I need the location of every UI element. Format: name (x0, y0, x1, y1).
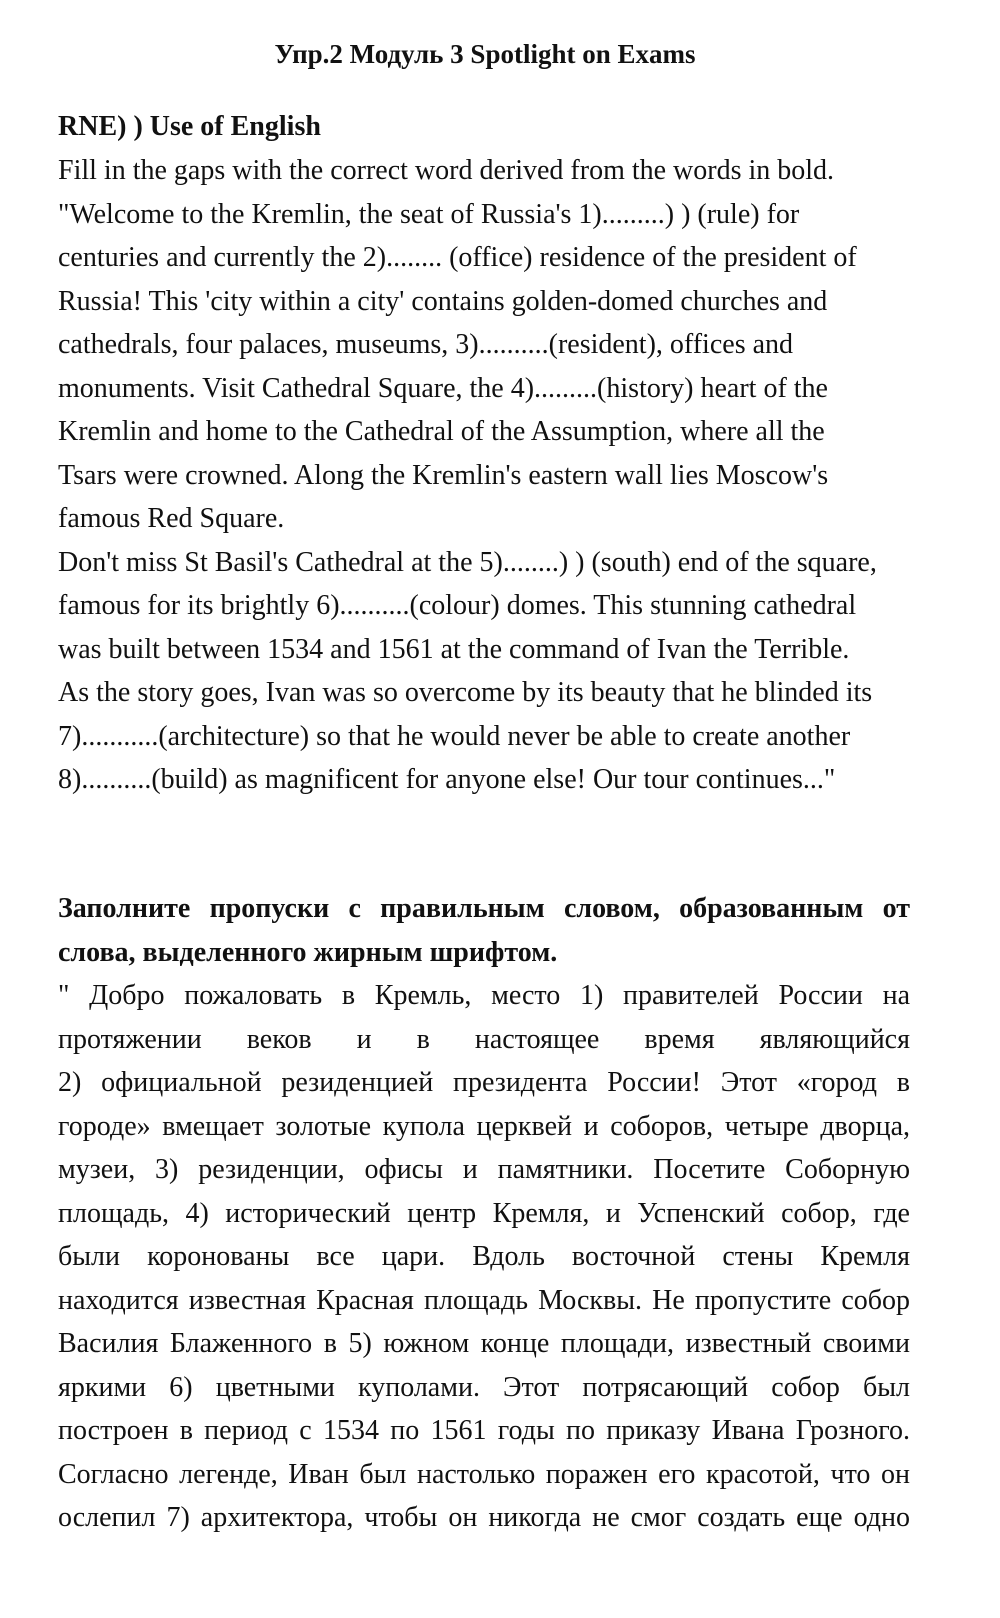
russian-translation-text (58, 887, 910, 1540)
text-line: Kremlin and home to the Cathedral of the Assumption, where all the (58, 416, 825, 447)
text-line: cathedrals, four palaces, museums, 3)..........(resident), offices and (58, 329, 794, 360)
text-line: " Добро пожаловать в Кремль, место 1) правителей России на (58, 980, 910, 1011)
text-line: построен в период с 1534 по 1561 годы по приказу Ивана Грозного. (58, 1415, 910, 1446)
text-line: 2) официальной резиденцией президента России! Этот «город в (58, 1067, 910, 1098)
text-line: centuries and currently the 2)........ (office) residence of the president of (58, 242, 857, 273)
text-line: Tsars were crowned. Along the Kremlin's eastern wall lies Moscow's (58, 459, 829, 491)
text-line: 8)..........(build) as magnificent for anyone else! Our tour continues..." (58, 764, 836, 795)
text-line: famous Red Square. (58, 503, 285, 534)
text-line: городе» вмещает золотые купола церквей и соборов, четыре дворца, (58, 1110, 910, 1142)
text-line: площадь, 4) исторический центр Кремля, и Успенский собор, где (58, 1197, 910, 1229)
text-line: Don't miss St Basil's Cathedral at the 5)........) ) (south) end of the square, (58, 546, 877, 578)
text-line: Fill in the gaps with the correct word derived from the words in bold. (58, 155, 835, 186)
text-line: Василия Блаженного в 5) южном конце площади, известный своими (58, 1328, 910, 1359)
text-line: 7)...........(architecture) so that he would never be able to create another (58, 720, 851, 752)
text-line: были коронованы все цари. Вдоль восточной стены Кремля (58, 1241, 910, 1272)
text-line: находится известная Красная площадь Москвы. Не пропустите собор (58, 1284, 910, 1316)
text-line: яркими 6) цветными куполами. Этот потрясающий собор был (58, 1371, 910, 1403)
text-line: "Welcome to the Kremlin, the seat of Russia's 1).........) ) (rule) for (58, 198, 800, 230)
page-title: Упр.2 Модуль 3 Spotlight on Exams (274, 39, 696, 69)
text-line: Согласно легенде, Иван был настолько поражен его красотой, что он (58, 1458, 910, 1490)
text-line: famous for its brightly 6)..........(colour) domes. This stunning cathedral (58, 590, 857, 621)
text-line: As the story goes, Ivan was so overcome by its beauty that he blinded its (58, 677, 873, 708)
text-line: слова, выделенного жирным шрифтом. (58, 936, 558, 968)
english-exercise-text (58, 149, 910, 802)
text-line: протяжении веков и в настоящее время являющийся (58, 1023, 910, 1055)
text-line: monuments. Visit Cathedral Square, the 4).........(history) heart of the (58, 372, 828, 404)
text-line: музеи, 3) резиденции, офисы и памятники. Посетите Соборную (58, 1154, 910, 1185)
section-heading: RNE) ) Use of English (58, 111, 321, 142)
text-line: ослепил 7) архитектора, чтобы он никогда не смог создать еще одно (58, 1502, 910, 1533)
text-line: Russia! This 'city within a city' contains golden-domed churches and (58, 285, 828, 317)
text-line: Заполните пропуски с правильным словом, образованным от (58, 893, 910, 924)
text-line: was built between 1534 and 1561 at the command of Ivan the Terrible. (58, 633, 850, 665)
